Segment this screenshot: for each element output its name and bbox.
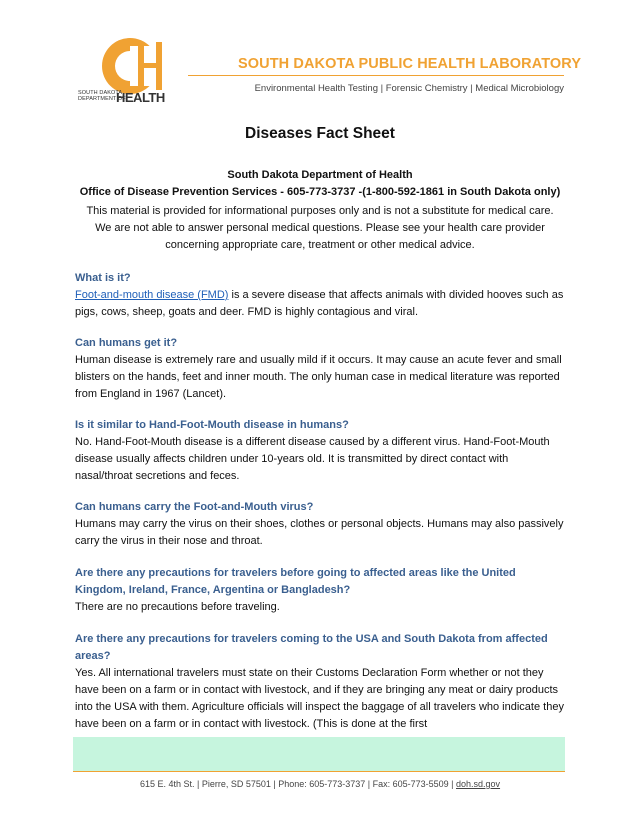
section-answer: Yes. All international travelers must state on their Customs Declaration Form whether or not they have been on a farm or in contact with livestock, and if they are bringing any meat or dairy products into the USA with them. Agriculture officials will inspect the baggage of all travelers who indicate they have been on a farm or in contact with livestock. (This is done at the first <box>75 667 564 730</box>
section-question: Are there any precautions for travelers before going to affected areas like the United Kingdom, Ireland, France, Argentina or Bangladesh? <box>75 567 516 596</box>
section-answer: Humans may carry the virus on their shoes, clothes or personal objects. Humans may also passively carry the virus in their nose and throat. <box>75 518 564 547</box>
section-can-humans-get-it <box>75 335 567 403</box>
section-answer: Human disease is extremely rare and usually mild if it occurs. It may cause an acute fever and small blisters on the hands, feet and inner mouth. The only human case in medical literature was reported from England in 1967 (Lancet). <box>75 354 562 400</box>
section-answer-text: is a severe disease that affects animals with divided hooves such as pigs, cows, sheep, goats and deer. FMD is highly contagious and viral. <box>75 289 564 318</box>
fmd-link[interactable]: Foot-and-mouth disease (FMD) <box>75 289 229 301</box>
footer-contact <box>0 779 640 789</box>
footer-website-link[interactable]: doh.sd.gov <box>456 779 501 789</box>
section-answer: There are no precautions before traveling. <box>75 601 280 613</box>
section-question: Can humans carry the Foot-and-Mouth virus? <box>75 501 314 513</box>
section-carry-virus <box>75 499 567 550</box>
disclaimer-text: This material is provided for informational purposes only and is not a substitute for medical care. We are not able to answer personal medical questions. Please see your health care provider concerning appropriate care, treatment or other medical advice. <box>86 205 554 251</box>
footer-address: 615 E. 4th St. | Pierre, SD 57501 | Phone: 605-773-3737 | Fax: 605-773-5509 | <box>139 779 456 789</box>
logo-line-1: SOUTH DAKOTA <box>78 90 123 96</box>
footer-highlight-box <box>73 737 565 771</box>
section-question: What is it? <box>75 272 131 284</box>
section-question: Is it similar to Hand-Foot-Mouth disease in humans? <box>75 419 349 431</box>
section-precautions-before <box>75 565 567 616</box>
office-contact: Office of Disease Prevention Services - 605-773-3737 -(1-800-592-1861 in South Dakota only) <box>79 186 561 198</box>
section-answer <box>75 287 567 321</box>
lab-title: SOUTH DAKOTA PUBLIC HEALTH LABORATORY <box>238 56 582 72</box>
section-question: Can humans get it? <box>75 337 178 349</box>
section-answer: No. Hand-Foot-Mouth disease is a different disease caused by a different virus. Hand-Foot-Mouth disease usually affects children under 10-years old. It is transmitted by direct contact with nasal/throat secretions and feces. <box>75 436 550 482</box>
header-divider <box>188 75 564 76</box>
logo-line-2: DEPARTMENT OF <box>78 96 126 102</box>
lab-subtitle: Environmental Health Testing | Forensic Chemistry | Medical Microbiology <box>254 83 564 94</box>
section-question: Are there any precautions for travelers coming to the USA and South Dakota from affected areas? <box>75 633 548 662</box>
section-hand-foot-mouth <box>75 417 567 485</box>
department-name: South Dakota Department of Health <box>227 169 413 181</box>
logo-health-word: HEALTH <box>116 90 165 105</box>
section-what-is-it <box>75 270 567 321</box>
footer-divider <box>73 771 565 772</box>
document-title: Diseases Fact Sheet <box>245 125 395 142</box>
section-precautions-arriving <box>75 631 567 733</box>
